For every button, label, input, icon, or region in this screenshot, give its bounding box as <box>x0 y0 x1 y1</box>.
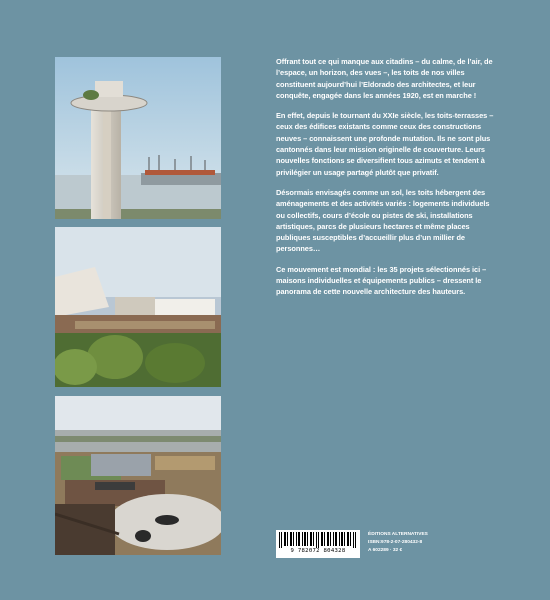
barcode-digits: 9 782072 804328 <box>276 548 360 554</box>
barcode <box>276 530 360 558</box>
isbn-text: ISBN:978-2-07-280432-8 <box>368 540 423 545</box>
photo-rooftop-garden <box>55 227 221 387</box>
paragraph-4: Ce mouvement est mondial : les 35 projets sélectionnés ici – maisons individuelles et équipements publics – dressent le panorama de cette nouvelle architecture des hauteurs. <box>276 264 487 297</box>
photo-city-rooftop <box>55 396 221 555</box>
photo-tower <box>55 57 221 219</box>
back-cover-text <box>276 56 500 307</box>
paragraph-2: En effet, depuis le tournant du XXIe siècle, les toits-terrasses – ceux des édifices existants comme ceux des constructions neuves – connaissent une profonde mutation. Ils ne sont plus cantonnés dans leur mission originelle de couverture. Leurs nouvelles fonctions se diversifient tous azimuts et tendent à privilégier un usage partagé plutôt que privatif. <box>276 111 494 177</box>
paragraph-1: Offrant tout ce qui manque aux citadins – du calme, de l’air, de l’espace, un horizon, des vues –, les toits de nos villes constituent aujourd’hui l’Eldorado des architectes, et leur conquête, engagée dans les années 1920, est en marche ! <box>276 57 493 100</box>
publisher-info <box>368 531 428 555</box>
publisher-name: ÉDITIONS ALTERNATIVES <box>368 532 428 537</box>
price-code: A 602289 · 32 € <box>368 548 403 553</box>
barcode-bars <box>276 530 360 548</box>
paragraph-3: Désormais envisagés comme un sol, les toits hébergent des aménagements et des activités variés : logements individuels ou collectifs, cours d’école ou pistes de ski, installations artistiques, parcs de plusieurs hectares et même places publiques susceptibles d’accueillir plus d’un millier de personnes… <box>276 187 490 254</box>
